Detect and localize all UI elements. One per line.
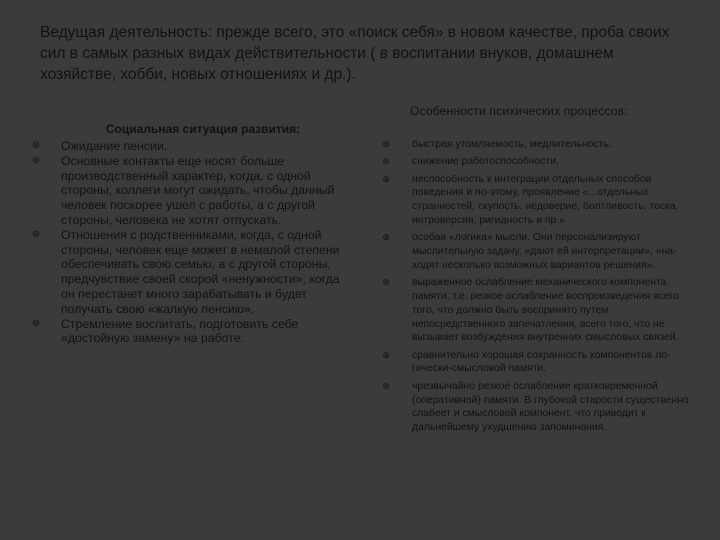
list-item <box>380 349 700 377</box>
bullet-icon: ⊛ <box>382 173 390 184</box>
list-item-text: быстрая утомляемость, медлительность, <box>412 139 612 150</box>
bullet-icon: ⊛ <box>382 232 390 243</box>
left-column <box>30 122 348 346</box>
left-column-title: Социальная ситуация развития: <box>105 122 301 136</box>
list-item-text: Отношения с родственниками, когда, с одной стороны, человек еще может в немалой степени обеспечивать свою семью, а с другой стороны, предчувствие своей скорой «ненужности», когда он перестанет много зарабатывать и будет получать свою «жалкую пенсию». <box>61 227 340 316</box>
list-item <box>30 317 348 347</box>
list-item-text: сравнительно хорошая сохранность компонентов ло-гически-смысловой памяти. <box>412 349 671 375</box>
list-item-text: особая «логика» мысли. Они персонализируют мыслительную задачу, «дают ей интерпретации», «на-ходят несколько возможных вариантов решения». <box>412 232 677 271</box>
bullet-icon: ⊛ <box>31 228 41 240</box>
list-item-text: Ожидание пенсии. <box>61 139 168 153</box>
list-item-text: Стремление воспитать, подготовить себе «достойную замену» на работе. <box>61 316 299 346</box>
list-item-text: снижение работоспособности, <box>412 156 559 168</box>
bullet-icon: ⊛ <box>31 317 41 329</box>
heading-text: прежде всего, это «поиск себя» в новом качестве, проба своих сил в самых разных видах действительности ( в воспитании внуков, домашнем хозяйстве, хобби, новых отношениях и др.). <box>40 24 670 83</box>
right-column-title: Особенности психических процессов: <box>410 104 628 118</box>
list-item-text: Основные контакты еще носят больше производственный характер, когда, с одной стороны, коллеги могут ожидать, чтобы данный человек поскорее ушел с работы, а с другой стороны, человека не хотят отпускать. <box>61 153 335 227</box>
bullet-icon: ⊛ <box>382 349 390 360</box>
right-column <box>380 138 700 438</box>
right-bullet-list <box>380 138 700 435</box>
bullet-icon: ⊛ <box>382 380 390 391</box>
list-item-text: чрезвычайно резкое ослабление кратковременной (оперативной) памяти. В глубокой старости существенно слабеет и смысловой компонент, что приводит к дальнейшему ухудшению запоминания. <box>412 380 689 434</box>
slide-heading <box>40 22 690 85</box>
list-item-text: неспособность к интеграции отдельных способов поведения и по-этому, проявление «...отдельных странностей, скупость, недоверие, болтливость, тоска, интроверсия, ригидность и пр.» <box>412 173 679 226</box>
list-item <box>380 138 700 152</box>
list-item <box>30 154 348 228</box>
bullet-icon: ⊛ <box>31 154 41 166</box>
list-item <box>380 276 700 345</box>
list-item <box>380 173 700 228</box>
bullet-icon: ⊛ <box>382 277 390 288</box>
bullet-icon: ⊛ <box>382 156 390 167</box>
list-item-text: выраженное ослабление механического компонента памяти, т.е. резкое ослабление воспроизведения всего того, что должно быть воспринято путем непосредственного запечатления, всего того, что не вызывает возбуждения внутренних смысловых связей. <box>412 277 679 344</box>
list-item <box>380 155 700 169</box>
heading-lead: Ведущая деятельность: <box>40 24 213 41</box>
list-item <box>380 380 700 435</box>
bullet-icon: ⊛ <box>31 140 41 151</box>
list-item <box>30 139 348 154</box>
list-item <box>30 228 348 317</box>
list-item <box>380 231 700 272</box>
left-bullet-list <box>30 139 348 346</box>
bullet-icon: ⊛ <box>382 139 390 149</box>
